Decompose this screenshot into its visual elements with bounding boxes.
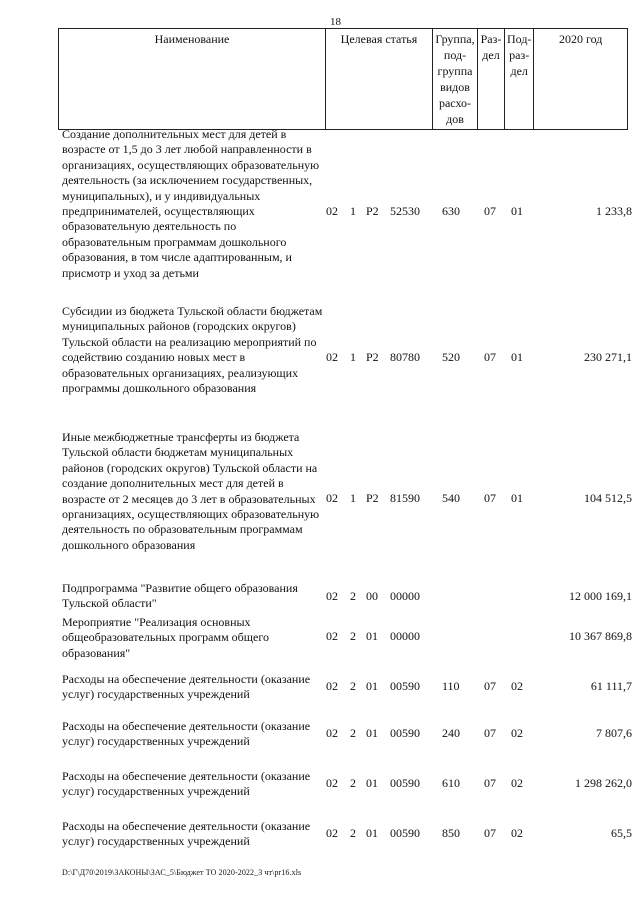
row-group: 630 (442, 204, 460, 218)
row-subprogram: 2 (350, 629, 356, 643)
row-section: 07 (484, 679, 496, 693)
row-subprogram: 2 (350, 679, 356, 693)
footer-file-path: D:\Г\Д70\2019\ЗАКОНЫ\ЗАС_5\Бюджет ТО 2020-2022_3 чт\pr16.xls (62, 868, 302, 877)
row-main-event: P2 (366, 204, 379, 218)
row-group: 850 (442, 826, 460, 840)
row-group: 540 (442, 491, 460, 505)
row-program: 02 (326, 726, 338, 740)
row-section: 07 (484, 491, 496, 505)
row-program: 02 (326, 776, 338, 790)
row-amount: 12 000 169,1 (569, 589, 632, 603)
row-name: Расходы на обеспечение деятельности (оказание услуг) государственных учреждений (62, 769, 311, 799)
row-name: Расходы на обеспечение деятельности (оказание услуг) государственных учреждений (62, 719, 311, 749)
row-amount: 61 111,7 (590, 679, 632, 693)
row-name: Мероприятие "Реализация основных общеобразовательных программ общего образования" (62, 615, 269, 660)
row-direction: 52530 (390, 204, 420, 218)
row-subprogram: 2 (350, 826, 356, 840)
row-name: Расходы на обеспечение деятельности (оказание услуг) государственных учреждений (62, 672, 311, 702)
row-group: 110 (442, 679, 460, 693)
row-amount: 230 271,1 (584, 350, 632, 364)
row-main-event: 01 (366, 826, 378, 840)
row-subprogram: 2 (350, 776, 356, 790)
row-program: 02 (326, 204, 338, 218)
row-main-event: 01 (366, 726, 378, 740)
row-amount: 1 298 262,0 (575, 776, 632, 790)
row-program: 02 (326, 350, 338, 364)
row-subprogram: 1 (350, 491, 356, 505)
row-main-event: 01 (366, 629, 378, 643)
row-main-event: 00 (366, 589, 378, 603)
row-subsection: 01 (511, 350, 523, 364)
row-subprogram: 2 (350, 589, 356, 603)
row-group: 610 (442, 776, 460, 790)
row-subsection: 02 (511, 679, 523, 693)
row-name: Иные межбюджетные трансферты из бюджета Тульской области бюджетам муниципальных районов (городских округов) Тульской области на создание дополнительных мест для детей в возрасте от 2 месяцев до 3 лет в образовательных организациях, осуществляющих образовательную деятельность по образовательным программам дошкольного образования (62, 430, 320, 552)
row-subprogram: 2 (350, 726, 356, 740)
header-year: 2020 год (534, 29, 628, 130)
row-subsection: 02 (511, 726, 523, 740)
table-header (58, 28, 628, 130)
row-direction: 00590 (390, 776, 420, 790)
row-program: 02 (326, 826, 338, 840)
row-subprogram: 1 (350, 204, 356, 218)
header-section: Раз-дел (478, 29, 505, 130)
row-subsection: 02 (511, 776, 523, 790)
row-main-event: 01 (366, 679, 378, 693)
row-amount: 7 807,6 (596, 726, 632, 740)
row-direction: 00000 (390, 629, 420, 643)
row-direction: 00000 (390, 589, 420, 603)
row-amount: 65,5 (611, 826, 632, 840)
row-direction: 00590 (390, 679, 420, 693)
row-amount: 10 367 869,8 (569, 629, 632, 643)
row-direction: 80780 (390, 350, 420, 364)
row-section: 07 (484, 826, 496, 840)
header-name: Наименование (59, 29, 326, 130)
row-subsection: 01 (511, 491, 523, 505)
row-main-event: P2 (366, 350, 379, 364)
row-subsection: 02 (511, 826, 523, 840)
row-direction: 00590 (390, 826, 420, 840)
row-program: 02 (326, 629, 338, 643)
row-section: 07 (484, 726, 496, 740)
row-section: 07 (484, 776, 496, 790)
row-subprogram: 1 (350, 350, 356, 364)
row-direction: 00590 (390, 726, 420, 740)
row-program: 02 (326, 679, 338, 693)
row-name: Создание дополнительных мест для детей в возрасте от 1,5 до 3 лет любой направленности в организациях, осуществляющих образовательную деятельность (за исключением государственных, муниципальных), и у индивидуальных предпринимателей, осуществляющих образовательную деятельность по образовательным программам дошкольного образования, в том числе адаптированным, и присмотр и уход за детьми (62, 127, 320, 280)
row-section: 07 (484, 350, 496, 364)
row-name: Подпрограмма "Развитие общего образования Тульской области" (62, 581, 298, 611)
row-amount: 104 512,5 (584, 491, 632, 505)
header-expense-group: Группа, под-группа видов расхо-дов (433, 29, 478, 130)
header-subsection: Под-раз-дел (505, 29, 534, 130)
page-number: 18 (330, 16, 341, 28)
row-name: Расходы на обеспечение деятельности (оказание услуг) государственных учреждений (62, 819, 311, 849)
row-name: Субсидии из бюджета Тульской области бюджетам муниципальных районов (городских округов) Тульской области на реализацию мероприятий по содействию созданию новых мест в образовательных организациях, реализующих программы дошкольного образования (62, 304, 323, 396)
row-direction: 81590 (390, 491, 420, 505)
row-main-event: P2 (366, 491, 379, 505)
row-amount: 1 233,8 (596, 204, 632, 218)
row-group: 240 (442, 726, 460, 740)
row-subsection: 01 (511, 204, 523, 218)
row-group: 520 (442, 350, 460, 364)
row-section: 07 (484, 204, 496, 218)
row-program: 02 (326, 589, 338, 603)
row-main-event: 01 (366, 776, 378, 790)
header-target-article: Целевая статья (326, 29, 433, 130)
row-program: 02 (326, 491, 338, 505)
